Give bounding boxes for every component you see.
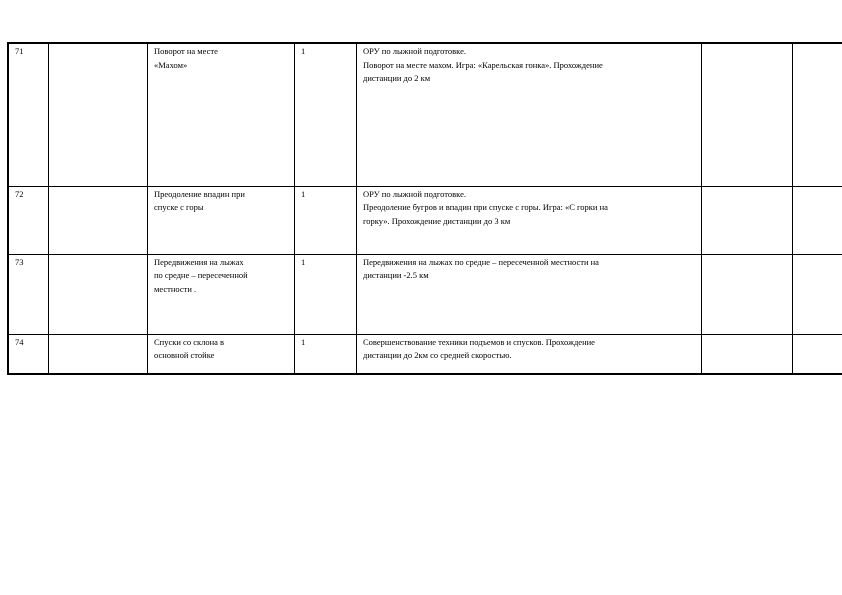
lesson-topic-cell (148, 43, 295, 186)
lesson-topic-line: Передвижения на лыжах (154, 256, 244, 267)
lesson-hours-cell (295, 186, 357, 254)
table-row (8, 254, 842, 334)
planned-date-cell (702, 254, 793, 334)
lesson-content-line: ОРУ по лыжной подготовке. (363, 188, 466, 199)
lesson-number-cell (8, 254, 49, 334)
lesson-number-cell (8, 43, 49, 186)
table-row (8, 43, 842, 186)
lesson-content-line: дистанции -2.5 км (363, 270, 429, 280)
lesson-topic-cell (148, 186, 295, 254)
lesson-content-line: дистанции до 2 км (363, 73, 431, 83)
lesson-plan-table (7, 42, 842, 375)
empty-cell (49, 334, 148, 374)
lesson-hours-cell (295, 334, 357, 374)
planned-date-cell (702, 43, 793, 186)
lesson-content-cell (357, 43, 702, 186)
lesson-number: 71 (15, 46, 24, 56)
actual-date-cell (793, 186, 842, 254)
lesson-hours: 1 (301, 336, 306, 347)
lesson-number: 72 (15, 188, 24, 199)
lesson-hours: 1 (301, 46, 306, 56)
empty-cell (49, 254, 148, 334)
planned-date-cell (702, 186, 793, 254)
lesson-content-line: дистанции до 2км со средней скоростью. (363, 350, 512, 360)
lesson-topic-line: Преодоление впадин при (154, 188, 245, 199)
lesson-hours-cell (295, 43, 357, 186)
lesson-hours-cell (295, 254, 357, 334)
lesson-topic-line: основной стойке (154, 350, 215, 360)
table-row (8, 186, 842, 254)
lesson-content-line: Преодоление бугров и впадин при спуске с горы. Игра: «С горки на (363, 202, 608, 212)
lesson-number: 74 (15, 336, 24, 347)
lesson-topic-line: «Махом» (154, 59, 188, 70)
lesson-content-cell (357, 334, 702, 374)
actual-date-cell (793, 254, 842, 334)
lesson-topic-line: по средне – пересеченной (154, 270, 248, 280)
lesson-number: 73 (15, 256, 24, 267)
actual-date-cell (793, 43, 842, 186)
planned-date-cell (702, 334, 793, 374)
lesson-content-cell (357, 254, 702, 334)
lesson-number-cell (8, 186, 49, 254)
lesson-topic-line: спуске с горы (154, 202, 204, 212)
lesson-topic-cell (148, 254, 295, 334)
lesson-hours: 1 (301, 188, 306, 199)
lesson-topic-line: Поворот на месте (154, 46, 218, 56)
lesson-content-line: Передвижения на лыжах по средне – пересеченной местности на (363, 256, 599, 267)
lesson-content-line: Поворот на месте махом. Игра: «Карельская гонка». Прохождение (363, 59, 603, 70)
lesson-content-cell (357, 186, 702, 254)
table-row (8, 334, 842, 374)
lesson-topic-cell (148, 334, 295, 374)
lesson-topic-line: Спуски со склона в (154, 336, 225, 347)
lesson-content-line: горку». Прохождение дистанции до 3 км (363, 215, 511, 226)
lesson-content-line: ОРУ по лыжной подготовке. (363, 46, 466, 56)
lesson-hours: 1 (301, 256, 306, 267)
empty-cell (49, 186, 148, 254)
lesson-content-line: Совершенствование техники подъемов и спусков. Прохождение (363, 336, 595, 347)
lesson-number-cell (8, 334, 49, 374)
lesson-topic-line: местности . (154, 283, 197, 294)
empty-cell (49, 43, 148, 186)
actual-date-cell (793, 334, 842, 374)
